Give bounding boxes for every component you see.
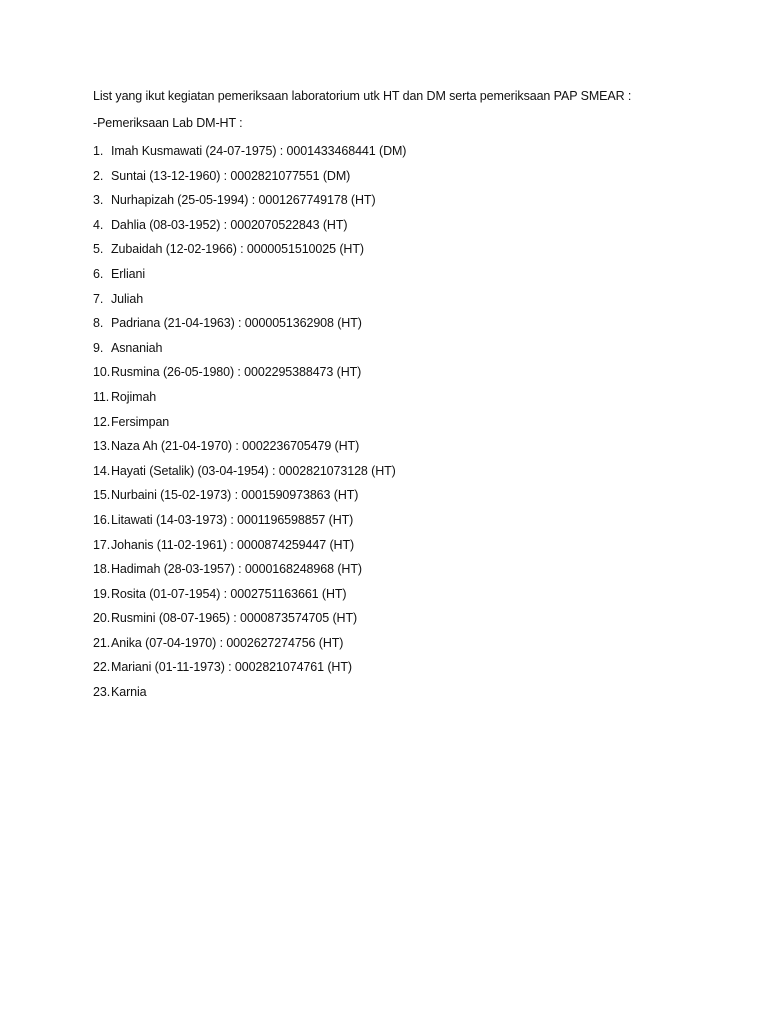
list-item: [93, 508, 753, 533]
list-item-text: Dahlia (08-03-1952) : 0002070522843 (HT): [111, 217, 348, 232]
list-item: [93, 385, 753, 410]
list-item: [93, 237, 753, 262]
list-item: [93, 164, 753, 189]
list-item: [93, 410, 753, 435]
list-item-text: Hayati (Setalik) (03-04-1954) : 0002821073128 (HT): [111, 463, 396, 478]
list-item-text: Nurhapizah (25-05-1994) : 0001267749178 (HT): [111, 193, 376, 208]
section-heading: -Pemeriksaan Lab DM-HT :: [93, 116, 243, 130]
list-item-text: Nurbaini (15-02-1973) : 0001590973863 (HT): [111, 488, 359, 503]
list-item: [93, 606, 753, 631]
list-item: [93, 336, 753, 361]
list-item-text: Juliah: [111, 291, 144, 306]
list-item: [93, 582, 753, 607]
list-item-number: 13.: [93, 439, 111, 454]
document-content: [93, 86, 753, 705]
list-item-text: Anika (07-04-1970) : 0002627274756 (HT): [111, 635, 344, 650]
list-item-text: Rojimah: [111, 389, 157, 404]
intro-paragraph: List yang ikut kegiatan pemeriksaan laboratorium utk HT dan DM serta pemeriksaan PAP SMEAR :: [93, 89, 632, 103]
list-item-number: 20.: [93, 611, 111, 626]
list-item-text: Rusmina (26-05-1980) : 0002295388473 (HT): [111, 365, 362, 380]
list-item-number: 12.: [93, 414, 111, 429]
list-item-text: Asnaniah: [111, 340, 163, 355]
list-item-text: Imah Kusmawati (24-07-1975) : 0001433468441 (DM): [111, 144, 407, 158]
list-item: [93, 434, 753, 459]
list-item-number: 1.: [93, 144, 104, 158]
list-item: [93, 557, 753, 582]
list-item-text: Hadimah (28-03-1957) : 0000168248968 (HT): [111, 562, 362, 577]
list-item-text: Karnia: [111, 685, 147, 700]
list-item-number: 2.: [93, 168, 104, 183]
list-item: [93, 311, 753, 336]
list-item-text: Naza Ah (21-04-1970) : 0002236705479 (HT): [111, 439, 360, 454]
list-item-number: 22.: [93, 660, 111, 675]
list-item-number: 3.: [93, 193, 104, 208]
list-item-number: 23.: [93, 685, 111, 700]
list-item-number: 11.: [93, 389, 110, 404]
list-item-text: Fersimpan: [111, 414, 170, 429]
list-item: [93, 262, 753, 287]
list-item-text: Rosita (01-07-1954) : 0002751163661 (HT): [111, 586, 347, 601]
list-item-text: Rusmini (08-07-1965) : 0000873574705 (HT): [111, 611, 358, 626]
list-item: [93, 188, 753, 213]
list-item-text: Erliani: [111, 266, 146, 281]
list-item-number: 6.: [93, 266, 104, 281]
list-item: [93, 631, 753, 656]
list-item-number: 16.: [93, 512, 111, 527]
list-item-number: 21.: [93, 635, 111, 650]
list-item: [93, 680, 753, 705]
list-item-number: 5.: [93, 242, 104, 257]
list-item: [93, 139, 753, 164]
list-item-text: Padriana (21-04-1963) : 0000051362908 (HT): [111, 316, 362, 331]
list-item: [93, 655, 753, 680]
list-item: [93, 287, 753, 312]
list-item: [93, 459, 753, 484]
list-item-text: Suntai (13-12-1960) : 0002821077551 (DM): [111, 168, 351, 183]
list-item: [93, 483, 753, 508]
list-item-text: Zubaidah (12-02-1966) : 0000051510025 (HT): [111, 242, 364, 257]
list-item-text: Litawati (14-03-1973) : 0001196598857 (HT): [111, 512, 354, 527]
list-item-number: 4.: [93, 217, 104, 232]
list-item-number: 9.: [93, 340, 104, 355]
list-item: [93, 533, 753, 558]
list-item-number: 15.: [93, 488, 111, 503]
list-item-number: 14.: [93, 463, 111, 478]
list-item-text: Mariani (01-11-1973) : 0002821074761 (HT): [111, 660, 352, 675]
list-item-number: 8.: [93, 316, 104, 331]
patient-list: [93, 139, 753, 705]
list-item-number: 10.: [93, 365, 111, 380]
list-item-number: 17.: [93, 537, 111, 552]
list-item-number: 19.: [93, 586, 111, 601]
list-item: [93, 213, 753, 238]
list-item-number: 18.: [93, 562, 111, 577]
list-item-number: 7.: [93, 291, 104, 306]
list-item-text: Johanis (11-02-1961) : 0000874259447 (HT): [111, 537, 355, 552]
list-item: [93, 360, 753, 385]
